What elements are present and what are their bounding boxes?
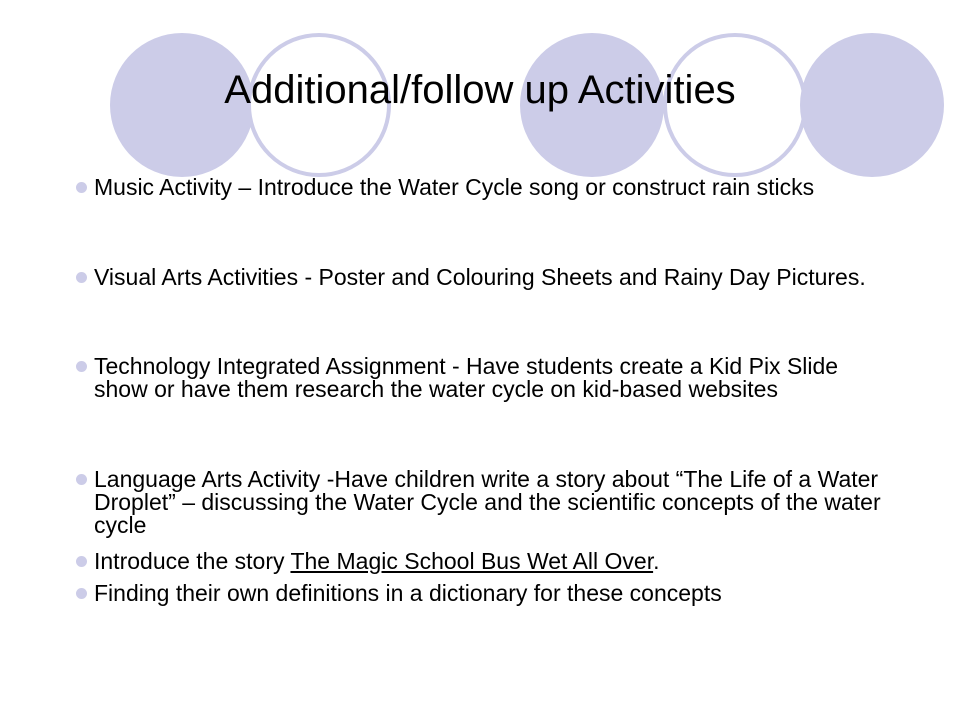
bullet-text: Music Activity – Introduce the Water Cycle song or construct rain sticks bbox=[94, 174, 815, 200]
bullet-dot-icon bbox=[76, 588, 87, 599]
bullet-text: Finding their own definitions in a dictionary for these concepts bbox=[94, 580, 722, 606]
book-title: The Magic School Bus Wet All Over bbox=[290, 548, 654, 574]
bullet-item bbox=[94, 468, 884, 537]
bullet-dot-icon bbox=[76, 474, 87, 485]
bullet-dot-icon bbox=[76, 182, 87, 193]
bullet-item bbox=[94, 582, 884, 605]
bullet-item bbox=[94, 266, 884, 289]
slide-title: Additional/follow up Activities bbox=[224, 68, 736, 112]
bullet-text-suffix: . bbox=[653, 548, 660, 574]
bullet-text: Visual Arts Activities - Poster and Colouring Sheets and Rainy Day Pictures. bbox=[94, 264, 866, 290]
bullet-item bbox=[94, 176, 884, 199]
bullet-text: Technology Integrated Assignment - Have students create a Kid Pix Slide show or have them research the water cycle on kid-based websites bbox=[94, 353, 839, 402]
bullet-item bbox=[94, 550, 884, 573]
bullet-dot-icon bbox=[76, 272, 87, 283]
bullet-dot-icon bbox=[76, 556, 87, 567]
bullet-dot-icon bbox=[76, 361, 87, 372]
bullet-text-prefix: Introduce the story bbox=[94, 548, 291, 574]
bullet-item bbox=[94, 355, 884, 401]
bullet-text: Language Arts Activity -Have children write a story about “The Life of a Water Droplet” – discussing the Water Cycle and the scientific concepts of the water cycle bbox=[94, 466, 881, 538]
